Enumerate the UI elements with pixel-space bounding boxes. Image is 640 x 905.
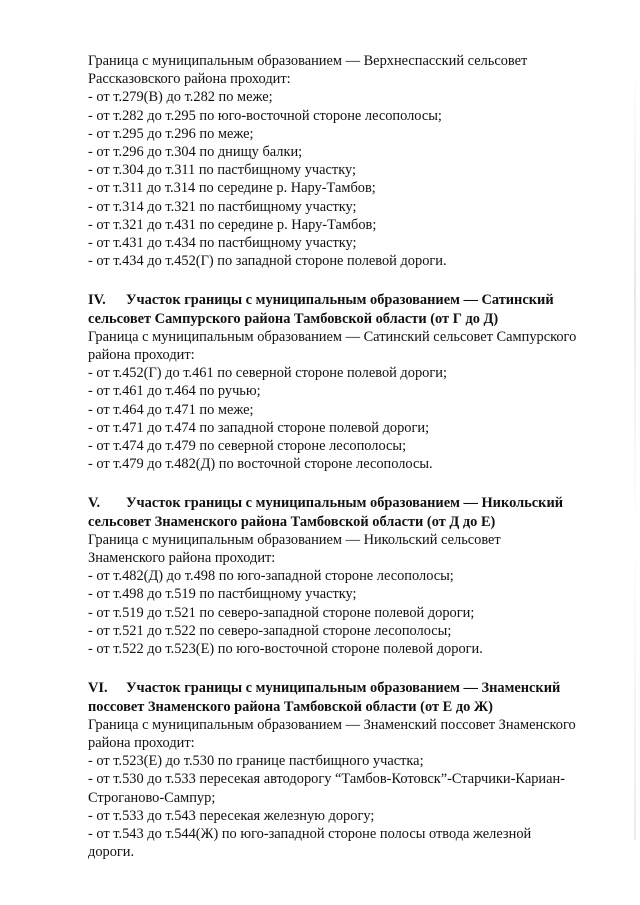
list-item: - от т.314 до т.321 по пастбищному участку;	[88, 198, 357, 215]
intro-line: Граница с муниципальным образованием — Знаменский поссовет Знаменского	[88, 716, 576, 733]
list-item: - от т.521 до т.522 по северо-западной стороне лесополосы;	[88, 622, 452, 639]
list-item: - от т.279(В) до т.282 по меже;	[88, 89, 273, 106]
section-heading	[88, 679, 608, 697]
section-number: V.	[88, 495, 101, 512]
list-item: - от т.311 до т.314 по середине р. Нару-Тамбов;	[88, 180, 376, 197]
list-item: - от т.471 до т.474 по западной стороне полевой дороги;	[88, 419, 430, 436]
list-item: - от т.474 до т.479 по северной стороне лесополосы;	[88, 438, 407, 455]
intro-line: Рассказовского района проходит:	[88, 71, 291, 88]
list-item: - от т.482(Д) до т.498 по юго-западной стороне лесополосы;	[88, 568, 454, 585]
section-verkhnespassky	[88, 52, 608, 270]
section-spacer	[88, 270, 608, 291]
intro-line: Граница с муниципальным образованием — Никольский сельсовет	[88, 531, 501, 548]
section-heading-line: поссовет Знаменского района Тамбовской области (от Е до Ж)	[88, 698, 493, 715]
section-number: VI.	[88, 680, 108, 697]
intro-line: района проходит:	[88, 734, 195, 751]
section-v	[88, 494, 608, 658]
list-item: - от т.479 до т.482(Д) по восточной стороне лесополосы.	[88, 456, 433, 473]
section-spacer	[88, 658, 608, 679]
section-heading	[88, 494, 608, 512]
intro-line: Знаменского района проходит:	[88, 550, 276, 567]
section-heading-line: сельсовет Знаменского района Тамбовской области (от Д до Е)	[88, 513, 496, 530]
section-heading-line: Участок границы с муниципальным образованием — Никольский	[126, 495, 564, 512]
section-iv	[88, 291, 608, 473]
list-item: - от т.461 до т.464 по ручью;	[88, 383, 261, 400]
intro-line: района проходит:	[88, 347, 195, 364]
list-item: - от т.519 до т.521 по северо-западной стороне полевой дороги;	[88, 604, 475, 621]
intro-line: Граница с муниципальным образованием — Сатинский сельсовет Сампурского	[88, 328, 577, 345]
list-item: - от т.282 до т.295 по юго-восточной стороне лесополосы;	[88, 107, 442, 124]
list-item: - от т.523(Е) до т.530 по границе пастбищного участка;	[88, 753, 424, 770]
list-item: - от т.522 до т.523(Е) по юго-восточной стороне полевой дороги.	[88, 641, 483, 658]
document-body	[88, 52, 608, 861]
section-heading-line: сельсовет Сампурского района Тамбовской области (от Г до Д)	[88, 310, 499, 327]
list-item: - от т.530 до т.533 пересекая автодорогу “Тамбов-Котовск”-Старчики-Кариан-	[88, 771, 565, 788]
intro-line: Граница с муниципальным образованием — Верхнеспасский сельсовет	[88, 53, 528, 69]
list-item: Строганово-Сампур;	[88, 789, 216, 806]
section-spacer	[88, 473, 608, 494]
list-item: - от т.321 до т.431 по середине р. Нару-Тамбов;	[88, 216, 377, 233]
list-item: - от т.431 до т.434 по пастбищному участку;	[88, 235, 357, 252]
section-heading-line: Участок границы с муниципальным образованием — Сатинский	[126, 292, 554, 309]
list-item: - от т.434 до т.452(Г) по западной стороне полевой дороги.	[88, 253, 447, 270]
list-item: - от т.533 до т.543 пересекая железную дорогу;	[88, 807, 375, 824]
list-item: - от т.296 до т.304 по днищу балки;	[88, 144, 303, 161]
list-item: - от т.498 до т.519 по пастбищному участку;	[88, 586, 357, 603]
section-number: IV.	[88, 292, 106, 309]
list-item: - от т.464 до т.471 по меже;	[88, 401, 254, 418]
list-item: - от т.304 до т.311 по пастбищному участку;	[88, 162, 357, 179]
list-item: - от т.295 до т.296 по меже;	[88, 125, 254, 142]
list-item: дороги.	[88, 844, 135, 861]
scan-edge-mark	[634, 60, 636, 840]
list-item: - от т.452(Г) до т.461 по северной стороне полевой дороги;	[88, 365, 447, 382]
section-vi	[88, 679, 608, 861]
section-heading-line: Участок границы с муниципальным образованием — Знаменский	[126, 680, 561, 697]
list-item: - от т.543 до т.544(Ж) по юго-западной стороне полосы отвода железной	[88, 825, 532, 842]
section-heading	[88, 291, 608, 309]
